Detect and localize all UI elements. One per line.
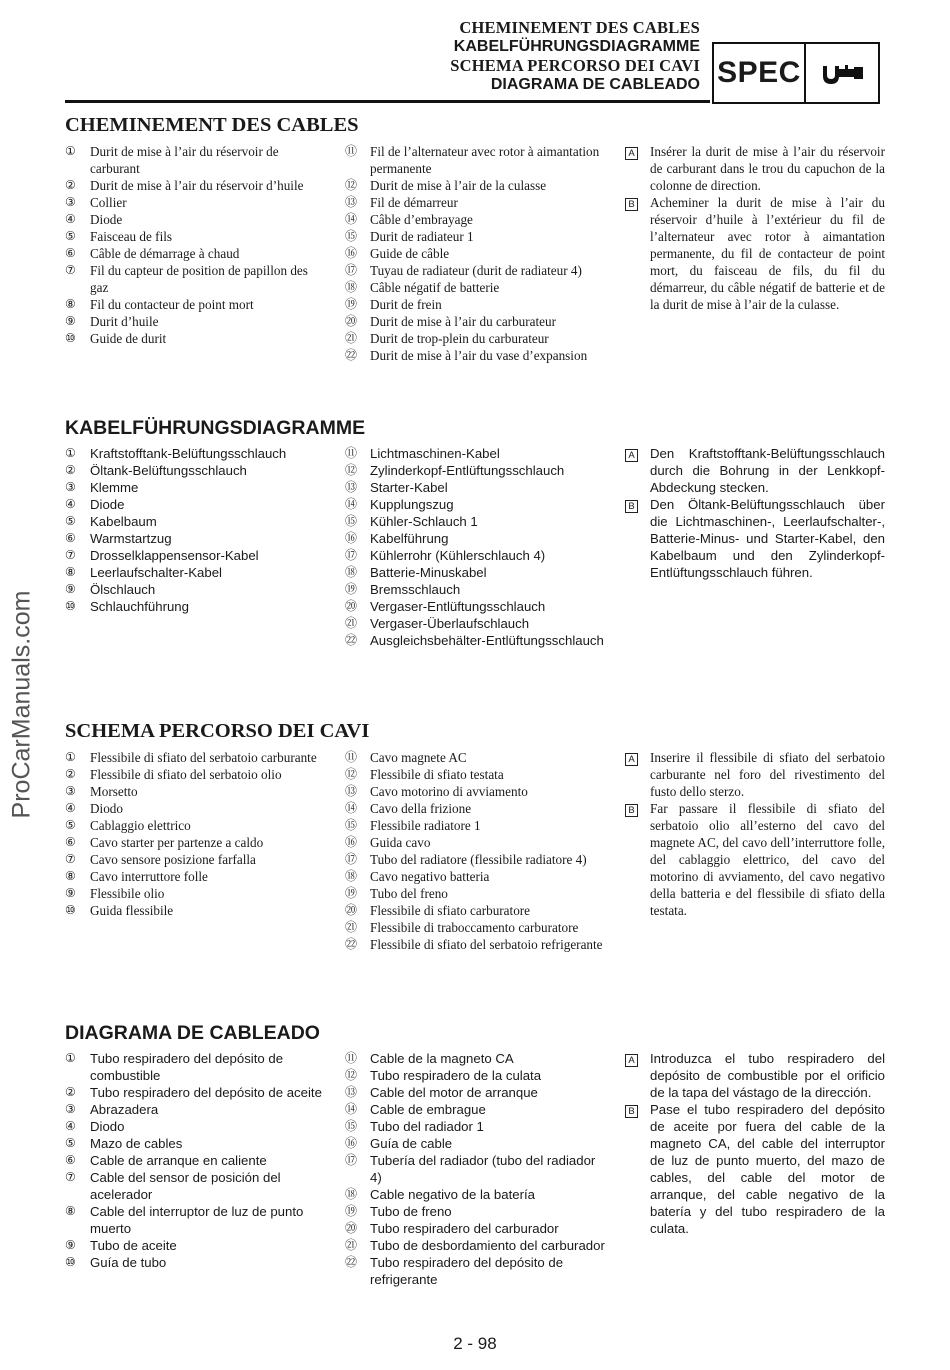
list-item: ⑤ Cablaggio elettrico (65, 818, 191, 833)
list-item: ⑳ Flessibile di sfiato carburatore (345, 903, 531, 918)
list-item: ④ Diodo (65, 1119, 125, 1134)
list-item: ③ Morsetto (65, 784, 138, 799)
list-item: ⑲ Bremsschlauch (345, 582, 461, 597)
list-item: ⑩ Guía de tubo (65, 1255, 167, 1270)
list-item: ⑮ Tubo del radiador 1 (345, 1119, 484, 1134)
list-item: ⑨ Ölschlauch (65, 582, 156, 597)
section-title: KABELFÜHRUNGSDIAGRAMME (65, 417, 366, 439)
notes-column (625, 445, 885, 581)
list-item: ③ Klemme (65, 480, 139, 495)
list-item: ㉒ Tubo respiradero del depósito de refrigerante (345, 1255, 564, 1287)
note: A Introduzca el tubo respiradero del depósito de combustible por el orificio de la tapa del vástago de la dirección. (625, 1050, 885, 1101)
list-item: ⑫ Zylinderkopf-Entlüftungsschlauch (345, 463, 565, 478)
list-item: ⑧ Cable del interruptor de luz de punto muerto (65, 1204, 304, 1236)
note: B Pase el tubo respiradero del depósito de aceite por fuera del cable de la magneto CA, del cable del interruptor de luz de punto muerto, del mazo de cables, del cable del motor de arranque, del cable negativo de la batería y del tubo respiradero de la culata. (625, 1101, 885, 1237)
list-item: ② Durit de mise à l’air du réservoir d’huile (65, 178, 304, 193)
list-item: ⑯ Guide de câble (345, 246, 450, 261)
items-column-1 (65, 1050, 327, 1271)
note: A Inserire il flessibile di sfiato del serbatoio carburante nel foro del rivestimento del fusto dello sterzo. (625, 749, 885, 800)
note-letter-a: A (625, 1054, 638, 1067)
list-item: ⑯ Guía de cable (345, 1136, 453, 1151)
list-item: ⑪ Fil de l’alternateur avec rotor à aimantation permanente (345, 144, 600, 176)
list-item: ⑦ Cavo sensore posizione farfalla (65, 852, 256, 867)
section-it (65, 720, 885, 952)
list-item: ⑱ Cable negativo de la batería (345, 1187, 535, 1202)
list-item: ⑫ Durit de mise à l’air de la culasse (345, 178, 547, 193)
list-item: ⑪ Cable de la magneto CA (345, 1051, 514, 1066)
list-item: ① Kraftstofftank-Belüftungsschlauch (65, 446, 287, 461)
list-item: ⑳ Tubo respiradero del carburador (345, 1221, 559, 1236)
list-item: ⑥ Câble de démarrage à chaud (65, 246, 240, 261)
list-item: ⑬ Fil de démarreur (345, 195, 458, 210)
list-item: ⑲ Durit de frein (345, 297, 442, 312)
section-title: DIAGRAMA DE CABLEADO (65, 1022, 320, 1044)
list-item: ⑦ Cable del sensor de posición del acelerador (65, 1170, 281, 1202)
list-item: ㉒ Flessibile di sfiato del serbatoio refrigerante (345, 937, 603, 952)
list-item: ㉑ Flessibile di traboccamento carburatore (345, 920, 579, 935)
list-item: ⑩ Guide de durit (65, 331, 167, 346)
notes-column (625, 749, 885, 919)
section-de (65, 417, 885, 648)
list-item: ⑬ Cavo motorino di avviamento (345, 784, 528, 799)
items-column-1 (65, 749, 327, 919)
section-fr (65, 114, 885, 363)
spec-badge (712, 42, 880, 104)
note-letter-b: B (625, 198, 638, 211)
list-item: ⑮ Kühler-Schlauch 1 (345, 514, 478, 529)
note-letter-a: A (625, 147, 638, 160)
list-item: ① Flessibile di sfiato del serbatoio carburante (65, 750, 317, 765)
notes-column (625, 1050, 885, 1237)
note-letter-a: A (625, 753, 638, 766)
list-item: ② Tubo respiradero del depósito de aceite (65, 1085, 322, 1100)
notes-column (625, 143, 885, 313)
list-item: ⑮ Flessibile radiatore 1 (345, 818, 481, 833)
items-column-2 (345, 143, 607, 364)
header-divider (65, 100, 710, 103)
items-column-1 (65, 445, 327, 615)
list-item: ① Durit de mise à l’air du réservoir de carburant (65, 144, 279, 176)
list-item: ⑱ Batterie-Minuskabel (345, 565, 487, 580)
list-item: ㉑ Tubo de desbordamiento del carburador (345, 1238, 605, 1253)
list-item: ⑤ Mazo de cables (65, 1136, 183, 1151)
list-item: ⑭ Kupplungszug (345, 497, 454, 512)
list-item: ⑰ Tuyau de radiateur (durit de radiateur 4) (345, 263, 582, 278)
list-item: ⑧ Cavo interruttore folle (65, 869, 208, 884)
list-item: ⑱ Cavo negativo batteria (345, 869, 490, 884)
items-column-2 (345, 749, 607, 953)
list-item: ⑰ Tubo del radiatore (flessibile radiatore 4) (345, 852, 587, 867)
watermark: ProCarManuals.com (7, 590, 36, 819)
list-item: ⑮ Durit de radiateur 1 (345, 229, 474, 244)
note: B Den Öltank-Belüftungsschlauch über die Lichtmaschinen-, Leerlaufschalter-, Batterie-Minus- und Starter-Kabel, den Kabelbaum und den Zylinderkopf-Entlüftungsschlauch führen. (625, 496, 885, 581)
list-item: ⑥ Cable de arranque en caliente (65, 1153, 267, 1168)
header-title-es: DIAGRAMA DE CABLEADO (490, 76, 700, 93)
header-title-de: KABELFÜHRUNGSDIAGRAMME (453, 38, 700, 55)
list-item: ⑨ Durit d’huile (65, 314, 159, 329)
list-item: ⑨ Flessibile olio (65, 886, 165, 901)
items-column-2 (345, 445, 607, 649)
list-item: ⑳ Vergaser-Entlüftungsschlauch (345, 599, 546, 614)
section-es (65, 1022, 885, 1287)
list-item: ⑥ Cavo starter per partenze a caldo (65, 835, 264, 850)
note: A Insérer la durit de mise à l’air du réservoir de carburant dans le trou du capuchon de la colonne de direction. (625, 143, 885, 194)
list-item: ㉒ Durit de mise à l’air du vase d’expansion (345, 348, 588, 363)
list-item: ⑲ Tubo de freno (345, 1204, 452, 1219)
list-item: ⑫ Tubo respiradero de la culata (345, 1068, 542, 1083)
list-item: ⑫ Flessibile di sfiato testata (345, 767, 504, 782)
list-item: ⑧ Leerlaufschalter-Kabel (65, 565, 222, 580)
items-column-1 (65, 143, 327, 347)
list-item: ⑦ Drosselklappensensor-Kabel (65, 548, 259, 563)
list-item: ⑦ Fil du capteur de position de papillon des gaz (65, 263, 308, 295)
note: B Far passare il flessibile di sfiato del serbatoio olio all’esterno del cavo del magnete AC, del cavo dell’interruttore folle, del cablaggio elettrico, del cavo del motorino di avviamento, del cavo negativo della batteria e del flessibile di sfiato della testata. (625, 800, 885, 919)
list-item: ⑭ Cable de embrague (345, 1102, 486, 1117)
list-item: ⑭ Cavo della frizione (345, 801, 472, 816)
section-title: CHEMINEMENT DES CABLES (65, 114, 359, 136)
list-item: ⑭ Câble d’embrayage (345, 212, 473, 227)
header-title-it: SCHEMA PERCORSO DEI CAVI (450, 56, 700, 75)
page-header-titles (450, 18, 700, 94)
list-item: ⑤ Faisceau de fils (65, 229, 173, 244)
note-letter-b: B (625, 500, 638, 513)
wrench-caliper-icon (806, 44, 878, 102)
list-item: ⑱ Câble négatif de batterie (345, 280, 500, 295)
header-title-fr: CHEMINEMENT DES CABLES (459, 18, 700, 37)
list-item: ⑤ Kabelbaum (65, 514, 157, 529)
list-item: ⑲ Tubo del freno (345, 886, 448, 901)
list-item: ② Flessibile di sfiato del serbatoio olio (65, 767, 282, 782)
list-item: ⑩ Schlauchführung (65, 599, 189, 614)
list-item: ⑰ Tubería del radiador (tubo del radiador 4) (345, 1153, 596, 1185)
list-item: ④ Diode (65, 497, 125, 512)
list-item: ⑪ Cavo magnete AC (345, 750, 467, 765)
section-title: SCHEMA PERCORSO DEI CAVI (65, 720, 370, 742)
list-item: ㉑ Durit de trop-plein du carburateur (345, 331, 549, 346)
list-item: ⑯ Guida cavo (345, 835, 431, 850)
list-item: ⑬ Starter-Kabel (345, 480, 448, 495)
list-item: ⑥ Warmstartzug (65, 531, 172, 546)
list-item: ⑰ Kühlerrohr (Kühlerschlauch 4) (345, 548, 546, 563)
list-item: ③ Abrazadera (65, 1102, 159, 1117)
items-column-2 (345, 1050, 607, 1288)
spec-label: SPEC (714, 44, 806, 102)
list-item: ㉑ Vergaser-Überlaufschlauch (345, 616, 530, 631)
list-item: ⑯ Kabelführung (345, 531, 449, 546)
list-item: ㉒ Ausgleichsbehälter-Entlüftungsschlauch (345, 633, 604, 648)
list-item: ③ Collier (65, 195, 127, 210)
page-number: 2 - 98 (453, 1334, 497, 1353)
list-item: ④ Diode (65, 212, 123, 227)
list-item: ① Tubo respiradero del depósito de combustible (65, 1051, 284, 1083)
list-item: ⑧ Fil du contacteur de point mort (65, 297, 254, 312)
list-item: ⑩ Guida flessibile (65, 903, 174, 918)
list-item: ⑳ Durit de mise à l’air du carburateur (345, 314, 557, 329)
note: B Acheminer la durit de mise à l’air du réservoir d’huile à l’extérieur du fil de l’alternateur avec rotor à aimantation permanente, du fil de contacteur de point mort, du faisceau de fils, du fil du démarreur, du câble négatif de batterie et de la durit de mise à l’air de la culasse. (625, 194, 885, 313)
note-letter-b: B (625, 804, 638, 817)
note-letter-a: A (625, 449, 638, 462)
list-item: ⑬ Cable del motor de arranque (345, 1085, 538, 1100)
list-item: ⑨ Tubo de aceite (65, 1238, 177, 1253)
list-item: ④ Diodo (65, 801, 123, 816)
note-letter-b: B (625, 1105, 638, 1118)
note: A Den Kraftstofftank-Belüftungsschlauch durch die Bohrung in der Lenkkopf-Abdeckung stecken. (625, 445, 885, 496)
list-item: ② Öltank-Belüftungsschlauch (65, 463, 247, 478)
list-item: ⑪ Lichtmaschinen-Kabel (345, 446, 500, 461)
